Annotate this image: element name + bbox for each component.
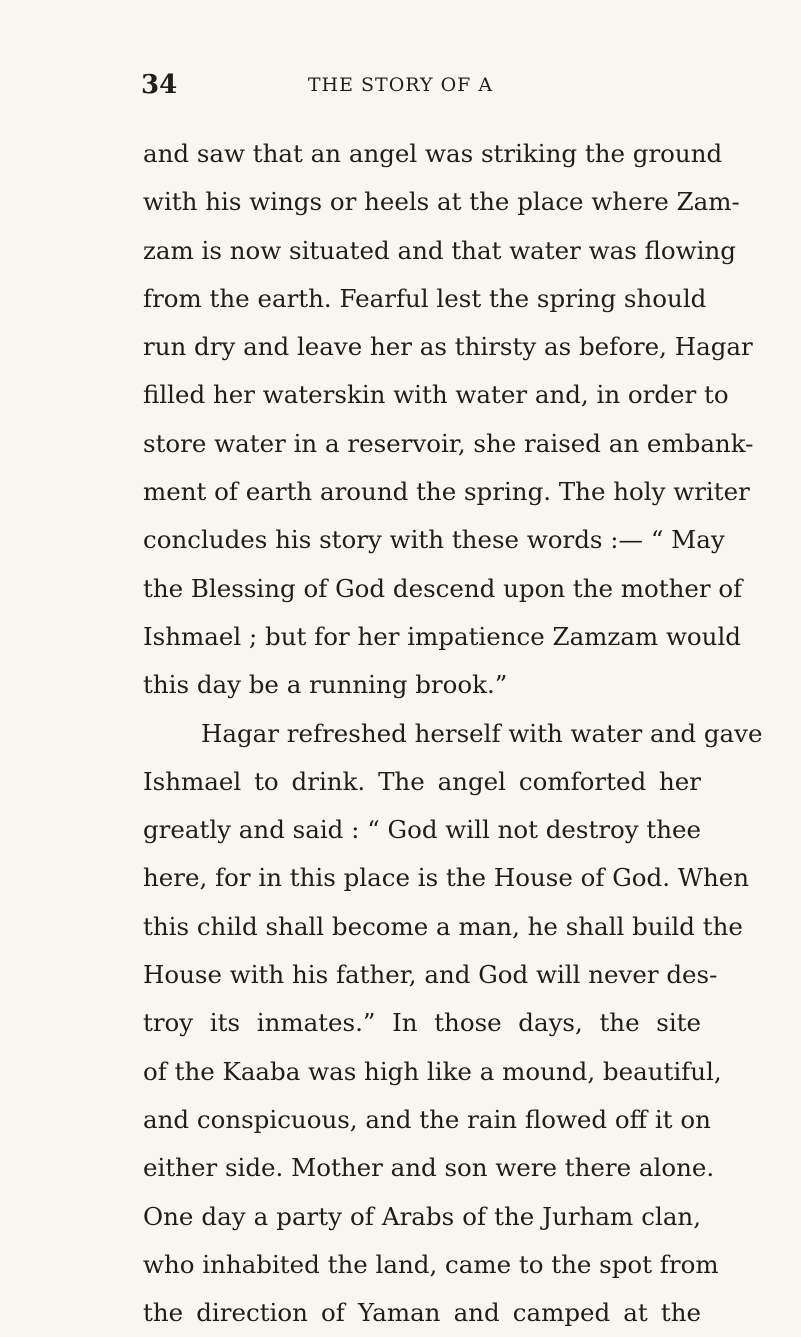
text-line: filled her waterskin with water and, in order to [143,380,729,410]
text-line: and conspicuous, and the rain flowed off it on [143,1104,711,1134]
page-body [143,130,763,1337]
text-line: either side. Mother and son were there alone. [143,1153,715,1183]
running-head: THE STORY OF A [307,74,494,96]
text-line: the direction of Yaman and camped at the [143,1298,701,1328]
text-line: of the Kaaba was high like a mound, beautiful, [143,1056,722,1086]
text-line: who inhabited the land, came to the spot from [143,1249,719,1279]
text-line: the Blessing of God descend upon the mother of [143,573,743,603]
text-line: Ishmael to drink. The angel comforted her [143,766,701,796]
text-line: One day a party of Arabs of the Jurham clan, [143,1201,701,1231]
text-line: troy its inmates.” In those days, the site [143,1008,701,1038]
text-line: this day be a running brook.” [143,670,508,700]
text-line: Ishmael ; but for her impatience Zamzam would [143,621,741,651]
text-line: here, for in this place is the House of God. When [143,863,750,893]
text-line: store water in a reservoir, she raised an embank- [143,428,754,458]
text-line: House with his father, and God will never des- [143,960,718,990]
text-line: zam is now situated and that water was flowing [143,235,736,265]
text-line: with his wings or heels at the place where Zam- [143,187,740,217]
text-line: Hagar refreshed herself with water and gave [201,718,763,748]
page-number: 34 [141,70,178,100]
text-line: and saw that an angel was striking the ground [143,139,723,168]
text-line: concludes his story with these words :— “ May [143,525,725,555]
text-line: run dry and leave her as thirsty as before, Hagar [143,332,753,362]
text-line: ment of earth around the spring. The holy writer [143,477,750,507]
text-line: greatly and said : “ God will not destroy thee [143,815,702,845]
text-line: from the earth. Fearful lest the spring should [143,283,707,313]
text-line: this child shall become a man, he shall build the [143,911,743,941]
